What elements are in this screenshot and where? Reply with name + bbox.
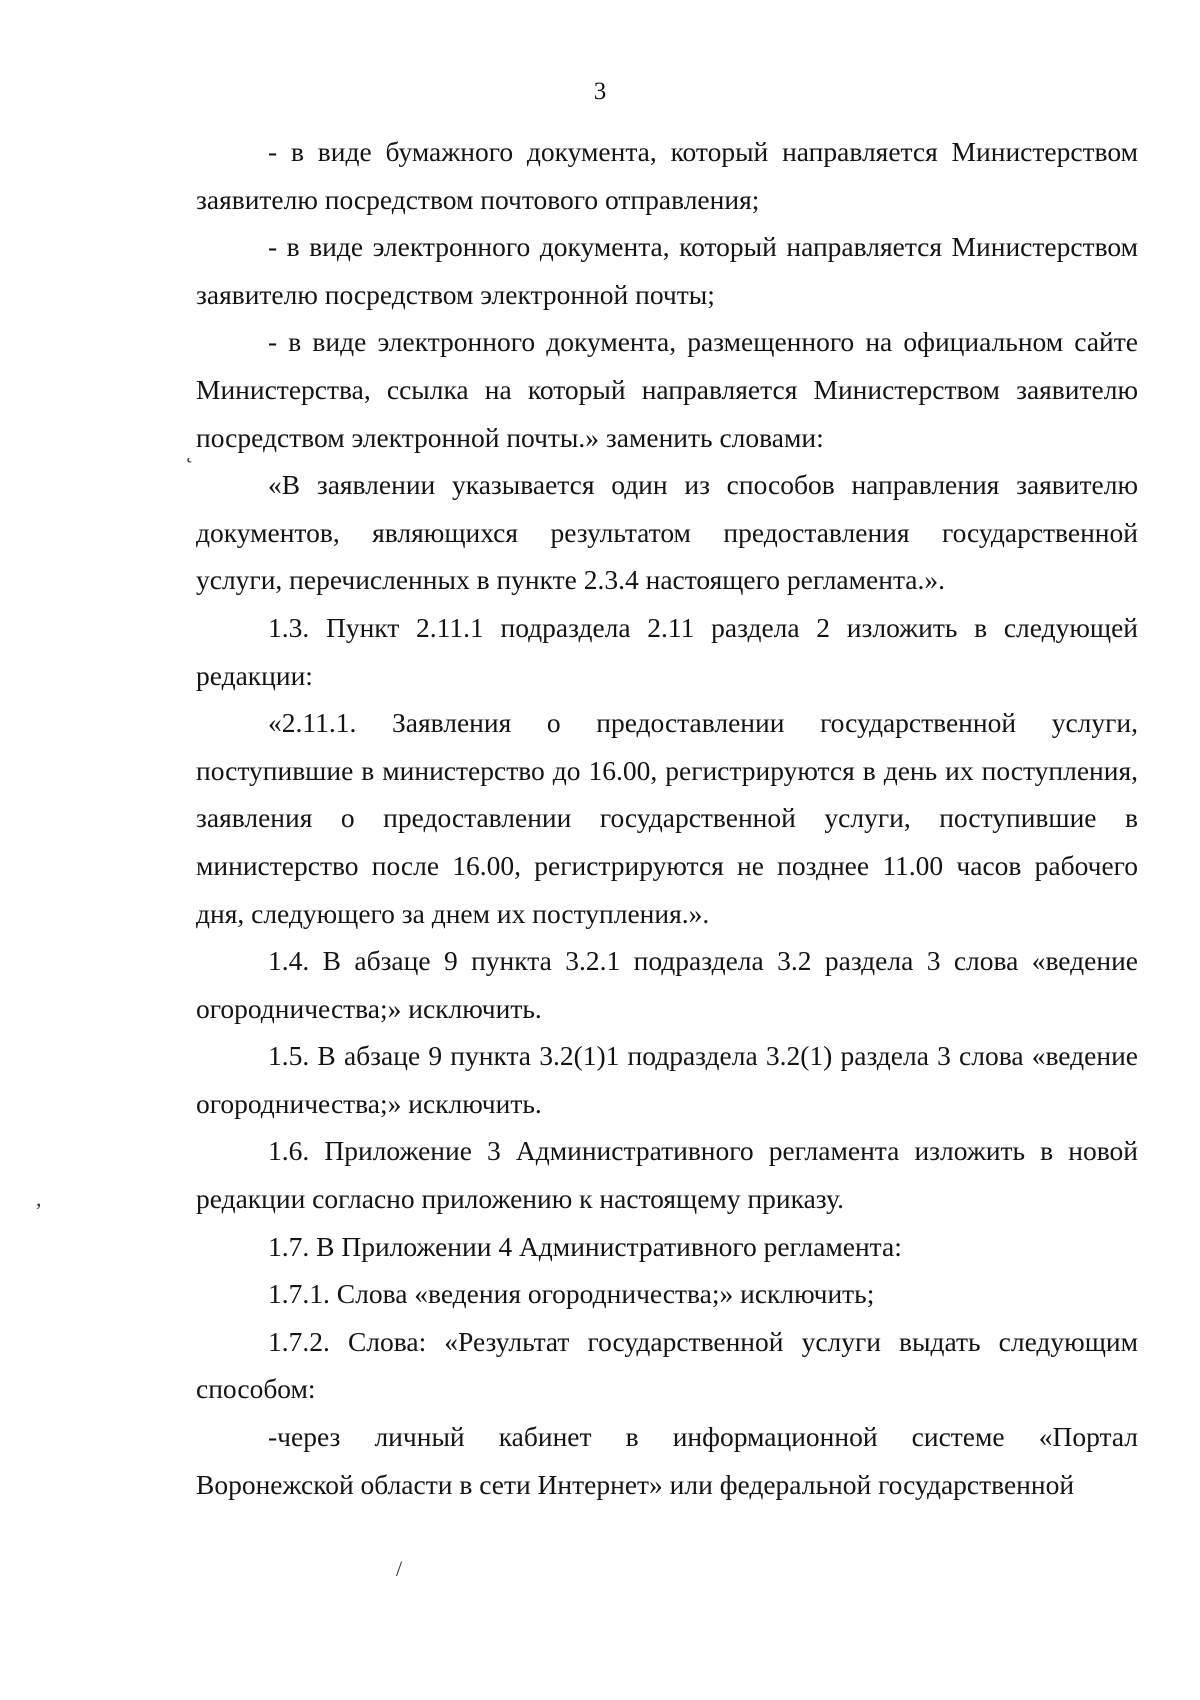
text-line: посредством электронной почты.» заменить словами: — [196, 421, 824, 453]
text-line: 1.7. В Приложении 4 Административного регламента: — [268, 1230, 902, 1262]
paragraph — [196, 1032, 1138, 1127]
text-line: 1.3. Пункт 2.11.1 подраздела 2.11 раздела 2 изложить в следующей — [268, 611, 1138, 643]
text-line: способом: — [196, 1373, 316, 1405]
paragraph — [196, 1318, 1138, 1413]
paragraph — [196, 699, 1138, 937]
paragraph — [196, 1270, 1138, 1318]
paragraph — [196, 223, 1138, 318]
text-line: заявителю посредством почтового отправления; — [196, 183, 760, 215]
text-line: «В заявлении указывается один из способов направления заявителю — [268, 469, 1138, 501]
text-line: 1.7.1. Слова «ведения огородничества;» исключить; — [268, 1278, 875, 1310]
paragraph — [196, 604, 1138, 699]
text-line: министерство после 16.00, регистрируются не позднее 11.00 часов рабочего — [196, 849, 1138, 881]
text-line: - в виде электронного документа, который направляется Министерством — [268, 231, 1138, 263]
scan-speck: , — [36, 1186, 42, 1211]
text-line: заявителю посредством электронной почты; — [196, 278, 715, 310]
paragraph — [196, 1223, 1138, 1271]
text-line: услуги, перечисленных в пункте 2.3.4 настоящего регламента.». — [196, 564, 946, 596]
text-line: 1.7.2. Слова: «Результат государственной услуги выдать следующим — [268, 1325, 1138, 1357]
text-line: редакции согласно приложению к настоящему приказу. — [196, 1183, 844, 1215]
text-line: поступившие в министерство до 16.00, регистрируются в день их поступления, — [196, 754, 1138, 786]
paragraph — [196, 937, 1138, 1032]
paragraph — [196, 128, 1138, 223]
text-line: дня, следующего за днем их поступления.». — [196, 897, 710, 929]
text-line: 1.5. В абзаце 9 пункта 3.2(1)1 подраздела 3.2(1) раздела 3 слова «ведение — [268, 1040, 1138, 1072]
paragraph — [196, 461, 1138, 604]
text-line: Министерства, ссылка на который направляется Министерством заявителю — [196, 373, 1138, 405]
paragraph — [196, 318, 1138, 461]
text-line: -через личный кабинет в информационной системе «Портал — [268, 1421, 1138, 1453]
text-line: - в виде бумажного документа, который направляется Министерством — [268, 136, 1138, 167]
page-number: 3 — [593, 78, 607, 105]
text-line: огородничества;» исключить. — [196, 1087, 542, 1119]
paragraph — [196, 1413, 1138, 1508]
text-line: документов, являющихся результатом предоставления государственной — [196, 516, 1138, 548]
document-body — [196, 128, 1138, 1508]
text-line: 1.6. Приложение 3 Административного регламента изложить в новой — [268, 1135, 1138, 1167]
text-line: Воронежской области в сети Интернет» или федеральной государственной — [196, 1468, 1075, 1500]
scan-speck: ˛ — [186, 438, 194, 463]
paragraph — [196, 1127, 1138, 1222]
text-line: редакции: — [196, 659, 313, 691]
text-line: «2.11.1. Заявления о предоставлении государственной услуги, — [268, 707, 1138, 739]
scan-speck: / — [396, 1556, 403, 1581]
text-line: 1.4. В абзаце 9 пункта 3.2.1 подраздела 3.2 раздела 3 слова «ведение — [268, 945, 1138, 977]
text-line: огородничества;» исключить. — [196, 992, 542, 1024]
text-line: - в виде электронного документа, размещенного на официальном сайте — [268, 326, 1138, 358]
text-line: заявления о предоставлении государственной услуги, поступившие в — [196, 802, 1138, 834]
